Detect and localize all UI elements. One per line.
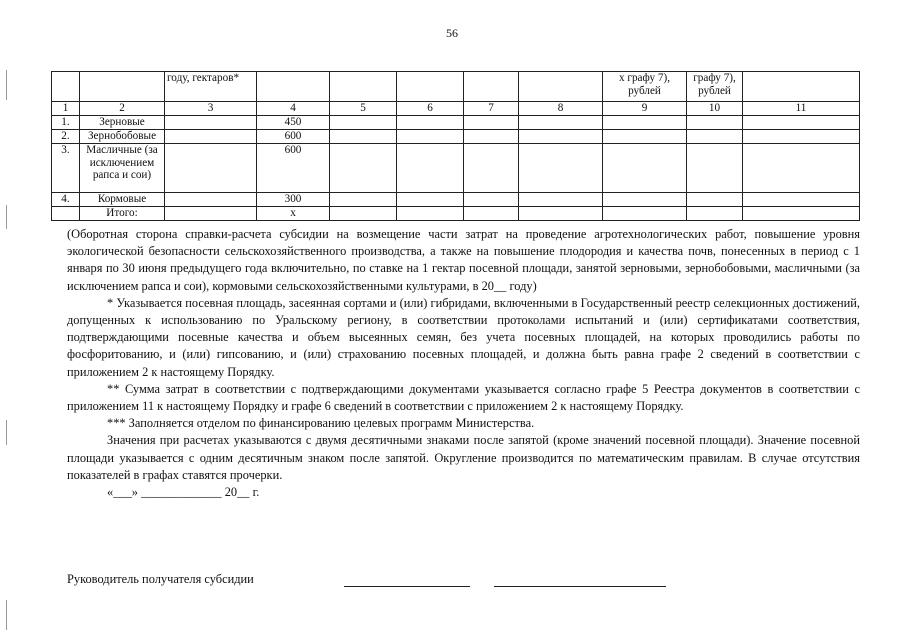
column-number: 3 xyxy=(165,102,257,116)
empty-cell xyxy=(165,144,257,193)
empty-cell xyxy=(743,130,860,144)
empty-cell xyxy=(397,116,464,130)
footnote-1: * Указывается посевная площадь, засеянная сортами и (или) гибридами, включенными в Государственный реестр селекционных достижений, допущенных к использованию по Уральскому региону, в соответствии протоколами испытаний и (или) сертификатами соответствия, подтверждающими посевные качества и объем высеянных семян, без учета посевных площадей, на которых проводились работы по фосфоритованию, и (или) гипсованию, и (или) страхованию посевных площадей, и должна быть равна графе 2 сведений в соответствии с приложением 2 к настоящему Порядку. xyxy=(67,295,860,379)
empty-cell xyxy=(519,144,603,193)
empty-cell xyxy=(165,207,257,221)
empty-cell xyxy=(743,116,860,130)
row-number: 1. xyxy=(52,116,80,130)
column-number: 7 xyxy=(464,102,519,116)
crop-name: Масличные (за исключением рапса и сои) xyxy=(80,144,165,193)
column-number: 10 xyxy=(687,102,743,116)
signature-line xyxy=(344,586,470,587)
signature-label: Руководитель получателя субсидии xyxy=(67,572,254,586)
binder-mark xyxy=(6,420,7,445)
header-cell xyxy=(330,72,397,102)
crop-name: Кормовые xyxy=(80,193,165,207)
column-number: 8 xyxy=(519,102,603,116)
row-number: 2. xyxy=(52,130,80,144)
binder-mark xyxy=(6,205,7,229)
name-line xyxy=(494,586,666,587)
header-cell-col-8: х графу 7), рублей xyxy=(603,72,687,102)
reverse-side-title: (Оборотная сторона справки-расчета субсидии на возмещение части затрат на проведение агротехнологических работ, повышение уровня экологической безопасности сельскохозяйственного производства, а также на повышение плодородия и качества почв, понесенных в период с 1 января по 30 июня предыдущего года включительно, по ставке на 1 гектар посевной площади, занятой зерновыми, зернобобовыми, масличными (за исключением рапса и сои), кормовыми сельскохозяйственными культурами, в 20__ году) xyxy=(67,227,860,293)
total-label: Итого: xyxy=(80,207,165,221)
empty-cell xyxy=(519,130,603,144)
crop-name: Зерновые xyxy=(80,116,165,130)
empty-cell xyxy=(397,193,464,207)
crop-name: Зернобобовые xyxy=(80,130,165,144)
date-line: «___» _____________ 20__ г. xyxy=(107,485,260,500)
column-number: 2 xyxy=(80,102,165,116)
empty-cell xyxy=(687,130,743,144)
header-cell xyxy=(397,72,464,102)
empty-cell xyxy=(603,144,687,193)
empty-cell xyxy=(464,193,519,207)
footnote-3: *** Заполняется отделом по финансированию целевых программ Министерства. xyxy=(107,416,535,431)
empty-cell xyxy=(603,207,687,221)
empty-cell xyxy=(687,207,743,221)
empty-cell xyxy=(464,116,519,130)
empty-cell xyxy=(330,207,397,221)
column-number: 4 xyxy=(257,102,330,116)
table-header-row xyxy=(52,72,860,102)
header-cell xyxy=(80,72,165,102)
binder-mark xyxy=(6,600,7,630)
rate-value: 450 xyxy=(257,116,330,130)
header-cell xyxy=(743,72,860,102)
empty-cell xyxy=(687,193,743,207)
header-cell-col-9: графу 7), рублей xyxy=(687,72,743,102)
table-row xyxy=(52,193,860,207)
header-cell xyxy=(257,72,330,102)
footnote-2: ** Сумма затрат в соответствии с подтверждающими документами указывается согласно графе 5 Реестра документов в соответствии с приложением 11 к настоящему Порядку и графе 6 сведений в соответствии с приложением 2 к настоящему Порядку. xyxy=(67,381,860,414)
empty-cell xyxy=(519,116,603,130)
empty-cell xyxy=(397,207,464,221)
empty-cell xyxy=(743,193,860,207)
column-number: 5 xyxy=(330,102,397,116)
row-number: 3. xyxy=(52,144,80,193)
row-number xyxy=(52,207,80,221)
total-rate-value: х xyxy=(257,207,330,221)
empty-cell xyxy=(687,116,743,130)
empty-cell xyxy=(603,130,687,144)
column-number-row xyxy=(52,102,860,116)
subsidy-calculation-table xyxy=(51,71,860,221)
page-number: 56 xyxy=(446,26,458,40)
empty-cell xyxy=(519,207,603,221)
column-number: 1 xyxy=(52,102,80,116)
header-cell xyxy=(519,72,603,102)
table-row xyxy=(52,144,860,193)
total-row xyxy=(52,207,860,221)
binder-mark xyxy=(6,70,7,100)
empty-cell xyxy=(397,130,464,144)
empty-cell xyxy=(603,193,687,207)
table-row xyxy=(52,116,860,130)
column-number: 6 xyxy=(397,102,464,116)
empty-cell xyxy=(330,116,397,130)
empty-cell xyxy=(743,144,860,193)
rate-value: 300 xyxy=(257,193,330,207)
empty-cell xyxy=(464,207,519,221)
empty-cell xyxy=(743,207,860,221)
empty-cell xyxy=(464,144,519,193)
empty-cell xyxy=(165,130,257,144)
empty-cell xyxy=(330,193,397,207)
rounding-note: Значения при расчетах указываются с двумя десятичными знаками после запятой (кроме значений посевной площади). Значение посевной площади указывается с одним десятичным знаком после запятой. Округление производится по математическим правилам. В случае отсутствия показателей в графах ставятся прочерки. xyxy=(67,433,860,482)
header-cell xyxy=(464,72,519,102)
rate-value: 600 xyxy=(257,144,330,193)
empty-cell xyxy=(687,144,743,193)
header-cell-col-2: году, гектаров* xyxy=(165,72,257,102)
row-number: 4. xyxy=(52,193,80,207)
rate-value: 600 xyxy=(257,130,330,144)
empty-cell xyxy=(464,130,519,144)
column-number: 9 xyxy=(603,102,687,116)
empty-cell xyxy=(519,193,603,207)
notes-text-block xyxy=(67,226,860,501)
table-row xyxy=(52,130,860,144)
header-cell xyxy=(52,72,80,102)
column-number: 11 xyxy=(743,102,860,116)
empty-cell xyxy=(603,116,687,130)
empty-cell xyxy=(165,193,257,207)
empty-cell xyxy=(330,130,397,144)
empty-cell xyxy=(165,116,257,130)
empty-cell xyxy=(397,144,464,193)
empty-cell xyxy=(330,144,397,193)
